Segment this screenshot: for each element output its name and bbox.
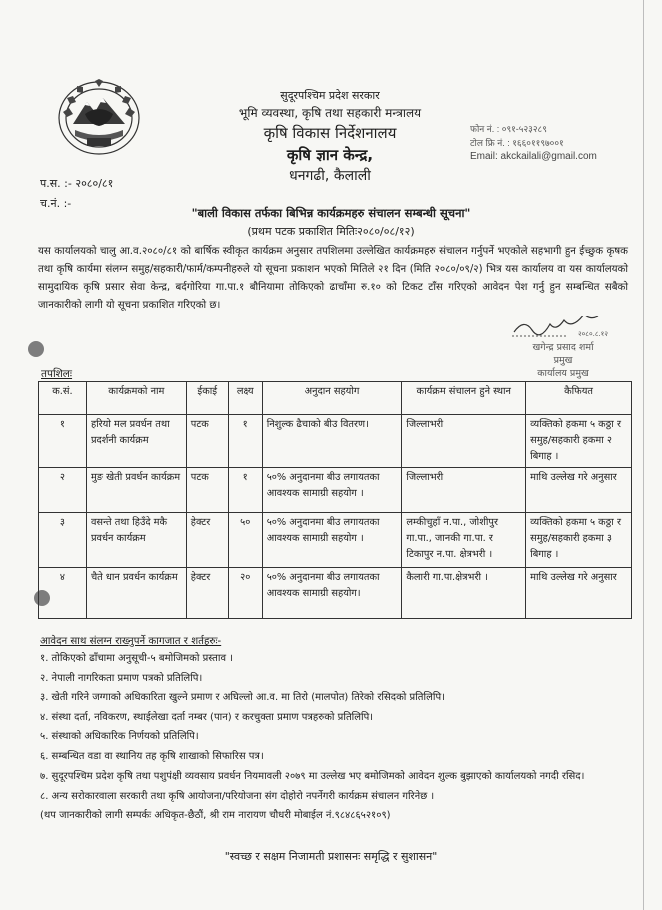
table-cell: ५०% अनुदानमा बीउ लगायतका आवश्यक सामाग्री सहयोग। — [262, 568, 402, 619]
condition-item: ६. सम्बन्धित वडा वा स्थानिय तह कृषि शाखाको सिफारिस पत्र। — [40, 750, 264, 762]
condition-item: ८. अन्य सरोकारवाला सरकारी तथा कृषि आयोजना/परियोजना संग दोहोरो नपर्नेगरी कार्यक्रम संचालन गरिनेछ । — [40, 790, 435, 802]
table-cell: हेक्टर — [186, 568, 228, 619]
tollfree-number: टोल फ्रि नं. : १६६०११९७००१ — [470, 138, 564, 148]
table-cell: जिल्लाभरी — [402, 468, 526, 513]
col-header: अनुदान सहयोग — [262, 382, 402, 415]
table-cell: व्यक्तिको हकमा ५ कठ्ठा र समुह/सहकारी हकमा ३ बिगाह । — [526, 513, 632, 568]
conditions-heading: आवेदन साथ संलग्न राख्नुपर्ने कागजात र शर्तहरुः- — [40, 636, 222, 647]
condition-item: १. तोकिएको ढाँचामा अनुसूची-५ बमोजिमको प्रस्ताव । — [40, 653, 233, 664]
table-cell: लम्कीचुहाँ न.पा., जोशीपुर गा.पा., जानकी गा.पा. र टिकापुर न.पा. क्षेत्रभरी । — [402, 513, 526, 568]
directorate-name: कृषि विकास निर्देशनालय — [263, 124, 397, 142]
table-cell: माथि उल्लेख गरे अनुसार — [526, 568, 632, 619]
conditions-list — [40, 649, 600, 826]
condition-item: ३. खेती गरिने जग्गाको अधिकारिता खुल्ने प्रमाण र अघिल्लो आ.व. मा तिरो (मालपोत) तिरेको रसिदको प्रतिलिपि। — [40, 692, 445, 704]
table-cell: निशुल्क ढैचाको बीउ वितरण। — [262, 415, 402, 468]
nepal-emblem-icon — [55, 78, 143, 158]
footer-slogan: "स्वच्छ र सक्षम निजामती प्रशासनः समृद्धि र सुशासन" — [224, 850, 438, 863]
contact-note: (थप जानकारीको लागी सम्पर्कः अधिकृत-छैठौं, श्री राम नारायण चौधरी मोबाईल नं.९८४८६५२१०९) — [40, 810, 391, 822]
table-cell: पटक — [186, 415, 228, 468]
table-cell: जिल्लाभरी — [402, 415, 526, 468]
table-cell: पटक — [186, 468, 228, 513]
table-cell: ४ — [39, 568, 87, 619]
office-location: धनगढी, कैलाली — [289, 168, 371, 184]
condition-item: ७. सुदूरपश्चिम प्रदेश कृषि तथा पशुपंक्षी व्यवसाय प्रवर्धन नियमावली २०७९ मा उल्लेख भए बमोजिमको आवेदन शुल्क बुझाएको कार्यालयको नगदी रसिद। — [40, 770, 585, 782]
table-cell: मुङ खेती प्रवर्धन कार्यक्रम — [86, 468, 186, 513]
details-label: तपशिलः — [41, 368, 73, 380]
program-table — [38, 381, 632, 619]
table-cell: २ — [39, 468, 87, 513]
email-address: Email: akckailali@gmail.com — [470, 151, 597, 162]
table-header-row — [39, 382, 632, 415]
table-row — [39, 468, 632, 513]
condition-item: २. नेपाली नागरिकता प्रमाण पत्रको प्रतिलिपि। — [40, 672, 203, 684]
table-cell: २० — [228, 568, 262, 619]
table-cell: हरियो मल प्रवर्धन तथा प्रदर्शनी कार्यक्रम — [86, 415, 186, 468]
table-cell: १ — [39, 415, 87, 468]
table-cell: ३ — [39, 513, 87, 568]
signatory-office: कार्यालय प्रमुख — [537, 368, 589, 379]
table-cell: ५०% अनुदानमा बीउ लगायतका आवश्यक सामाग्री सहयोग । — [262, 468, 402, 513]
table-cell: वसन्ते तथा हिउँदे मकै प्रवर्धन कार्यक्रम — [86, 513, 186, 568]
notice-subtitle: (प्रथम पटक प्रकाशित मितिः२०८०/०८/१२) — [247, 225, 415, 238]
letter-number: प.स. :- २०८०/८१ — [40, 177, 114, 190]
condition-item: ५. संस्थाको अधिकारिक निर्णयको प्रतिलिपि। — [40, 731, 199, 743]
col-header: ईकाई — [186, 382, 228, 415]
ministry-name: भूमि व्यवस्था, कृषि तथा सहकारी मन्त्रालय — [238, 106, 422, 120]
table-cell: ५०% अनुदानमा बीउ लगायतका आवश्यक सामाग्री सहयोग । — [262, 513, 402, 568]
dispatch-number: च.नं. :- — [40, 197, 72, 210]
table-cell: कैलारी गा.पा.क्षेत्रभरी । — [402, 568, 526, 619]
col-header: कार्यक्रमको नाम — [86, 382, 186, 415]
table-cell: माथि उल्लेख गरे अनुसार — [526, 468, 632, 513]
table-cell: ५० — [228, 513, 262, 568]
col-header: क.सं. — [39, 382, 87, 415]
signature-mark: २०८०.८.१२ — [578, 330, 608, 338]
col-header: कार्यक्रम संचालन हुने स्थान — [402, 382, 526, 415]
contact-block — [470, 122, 597, 164]
signatory-designation: प्रमुख — [553, 355, 573, 366]
table-cell: १ — [228, 415, 262, 468]
condition-item: ४. संस्था दर्ता, नविकरण, स्थाईलेखा दर्ता नम्बर (पान) र करचुक्ता प्रमाण पत्रहरुको प्रतिलिपि। — [40, 711, 374, 723]
office-header — [210, 88, 450, 185]
province-government: सुदूरपश्चिम प्रदेश सरकार — [280, 89, 380, 102]
table-row — [39, 513, 632, 568]
col-header: लक्ष्य — [228, 382, 262, 415]
table-cell: चैते धान प्रवर्धन कार्यक्रम — [86, 568, 186, 619]
table-cell: व्यक्तिको हकमा ५ कठ्ठा र समुह/सहकारी हकमा २ बिगाह । — [526, 415, 632, 468]
notice-title: "बाली विकास तर्फका बिभिन्न कार्यक्रमहरु संचालन सम्बन्धी सूचना" — [191, 206, 471, 220]
office-name: कृषि ज्ञान केन्द्र, — [286, 146, 374, 164]
table-row — [39, 415, 632, 468]
signature-block — [508, 316, 618, 380]
phone-number: फोन नं. : ०९१-५२३२८९ — [470, 124, 547, 134]
notice-body: यस कार्यालयको चालु आ.व.२०८०/८१ को बार्षिक स्वीकृत कार्यक्रम अनुसार तपशिलमा उल्लेखित कार्यक्रमहरु संचालन गर्नुपर्ने भएकोले सहभागी हुन ईच्छुक कृषक तथा कृषि कार्यमा संलग्न समुह/सहकारी/फार्म/कम्पनीहरुले यो सूचना प्रकाशन भएको मितिले २१ दिन (मिति २०८०/०९/२) भित्र यस कार्यालय वा यस कार्यालयको सामुदायिक कृषि प्रसार सेवा केन्द्र, बर्दगोरिया गा.पा.१ बौनियामा तोकिएको ढाचाँमा रु.१० को टिकट टाँस गरिएको आवेदन पेश गर्नु हुन सम्बन्धित सबैको जानकारीको लागी यो सूचना प्रकाशित गरिएको छ। — [38, 246, 628, 311]
page-edge — [643, 0, 644, 910]
col-header: कैफियत — [526, 382, 632, 415]
signatory-name: खगेन्द्र प्रसाद शर्मा — [532, 342, 594, 353]
table-cell: हेक्टर — [186, 513, 228, 568]
table-cell: १ — [228, 468, 262, 513]
punch-hole — [28, 341, 44, 357]
table-row — [39, 568, 632, 619]
